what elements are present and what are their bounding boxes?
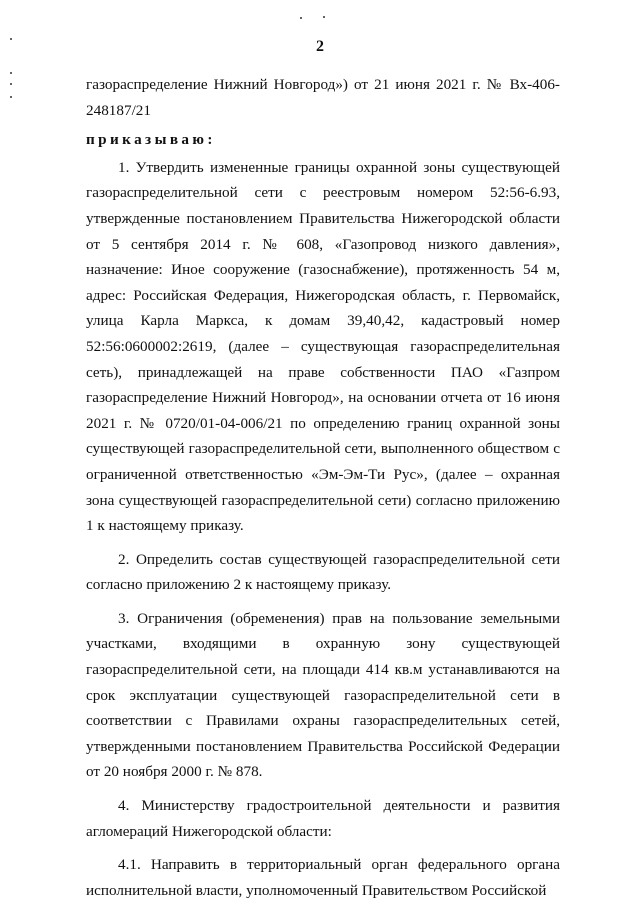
order-heading: приказываю: (86, 131, 216, 149)
scan-speck (10, 72, 12, 74)
paragraph-2: 2. Определить состав существующей газораспределительной сети согласно приложению 2 к настоящему приказу. (86, 550, 560, 594)
paragraph-4-1: 4.1. Направить в территориальный орган федерального органа исполнительной власти, уполномоченный Правительством Российской (86, 856, 560, 899)
page-number: 2 (316, 38, 324, 55)
document-body (86, 72, 560, 903)
scan-speck (300, 17, 302, 19)
scan-speck (10, 96, 12, 98)
paragraph-1: 1. Утвердить измененные границы охранной зоны существующей газораспределительной сети с реестровым номером 52:56-6.93, утвержденные постановлением Правительства Нижегородской области от 5 сентября 2014 г. № 608, «Газопровод низкого давления», назначение: Иное сооружение (газоснабжение), протяженность 54 м, адрес: Российская Федерация, Нижегородская область, г. Первомайск, улица Карла Маркса, к домам 39,40,42, кадастровый номер 52:56:0600002:2619, (далее – существующая газораспределительная сеть), принадлежащей на праве собственности ПАО «Газпром газораспределение Нижний Новгород», на основании отчета от 16 июня 2021 г. № 0720/01-04-006/21 по определению границ охранной зоны существующей газораспределительной сети, выполненного обществом с ограниченной ответственностью «Эм-Эм-Ти Рус», (далее – охранная зона существующей газораспределительной сети) согласно приложению 1 к настоящему приказу. (86, 158, 560, 535)
scan-speck (323, 16, 325, 18)
scan-speck (10, 83, 12, 85)
paragraph-4: 4. Министерству градостроительной деятельности и развития агломераций Нижегородской области: (86, 797, 560, 840)
paragraph-3: 3. Ограничения (обременения) прав на пользование земельными участками, входящими в охранную зону существующей газораспределительной сети, на площади 414 кв.м устанавливаются на срок эксплуатации существующей газораспределительной сети в соответствии с Правилами охраны газораспределительных сетей, утвержденными постановлением Правительства Российской Федерации от 20 ноября 2000 г. № 878. (86, 609, 560, 781)
continuation-text: газораспределение Нижний Новгород») от 21 июня 2021 г. № Вх-406-248187/21 (86, 76, 560, 119)
